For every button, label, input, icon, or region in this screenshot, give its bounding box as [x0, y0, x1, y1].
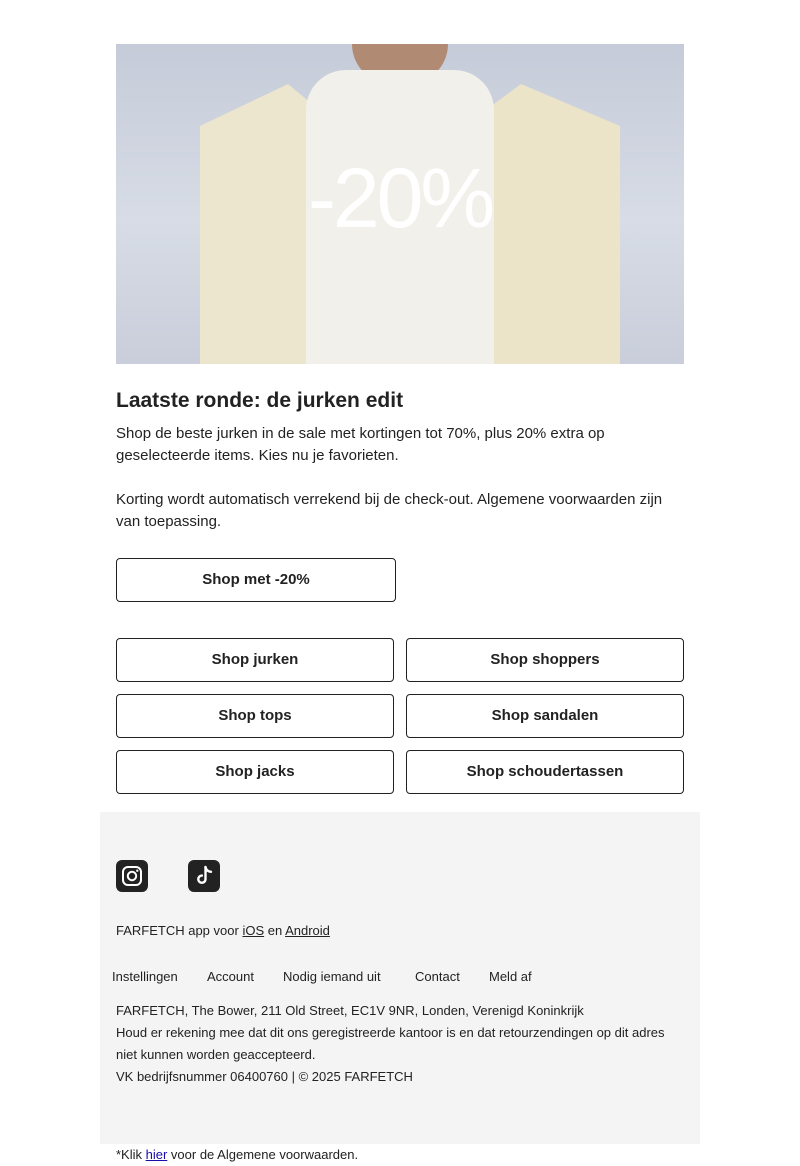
app-text-and: en	[264, 923, 286, 938]
instagram-icon[interactable]	[116, 860, 148, 892]
ios-link[interactable]: iOS	[242, 923, 265, 938]
footer-link-instellingen[interactable]: Instellingen	[112, 969, 178, 984]
shop-sandalen-button[interactable]: Shop sandalen	[406, 694, 684, 738]
terms-link[interactable]: hier	[145, 1147, 168, 1162]
shop-schoudertassen-button[interactable]: Shop schoudertassen	[406, 750, 684, 794]
tiktok-icon[interactable]	[188, 860, 220, 892]
shop-jurken-button[interactable]: Shop jurken	[116, 638, 394, 682]
app-text-prefix: FARFETCH app voor	[116, 923, 243, 938]
shop-shoppers-button[interactable]: Shop shoppers	[406, 638, 684, 682]
app-download-text	[116, 920, 330, 942]
returns-note: Houd er rekening mee dat dit ons geregistreerde kantoor is en dat retourzendingen op dit adres niet kunnen worden geaccepteerd.	[116, 1025, 665, 1062]
android-link[interactable]: Android	[285, 923, 330, 938]
footer	[100, 812, 700, 1144]
footer-link-account[interactable]: Account	[207, 969, 254, 984]
footer-link-invite[interactable]: Nodig iemand uit	[283, 969, 381, 984]
legal-note	[116, 1144, 358, 1166]
hero-discount-text: -20%	[307, 151, 493, 245]
shop-discount-button[interactable]: Shop met -20%	[116, 558, 396, 602]
body-paragraph-2: Korting wordt automatisch verrekend bij de check-out. Algemene voorwaarden zijn van toepassing.	[116, 491, 663, 530]
body-paragraph-1: Shop de beste jurken in de sale met kortingen tot 70%, plus 20% extra op geselecteerde items. Kies nu je favorieten.	[116, 425, 605, 464]
footer-link-unsubscribe[interactable]: Meld af	[489, 969, 532, 984]
footer-link-contact[interactable]: Contact	[415, 969, 460, 984]
hero-image[interactable]	[116, 44, 684, 364]
shop-tops-button[interactable]: Shop tops	[116, 694, 394, 738]
company-address: FARFETCH, The Bower, 211 Old Street, EC1V 9NR, Londen, Verenigd Koninkrijk	[116, 1003, 584, 1018]
legal-suffix: voor de Algemene voorwaarden.	[167, 1147, 359, 1162]
company-number: VK bedrijfsnummer 06400760 | © 2025 FARFETCH	[116, 1069, 413, 1084]
headline: Laatste ronde: de jurken edit	[116, 389, 404, 412]
shop-jacks-button[interactable]: Shop jacks	[116, 750, 394, 794]
legal-prefix: *Klik	[116, 1147, 146, 1162]
